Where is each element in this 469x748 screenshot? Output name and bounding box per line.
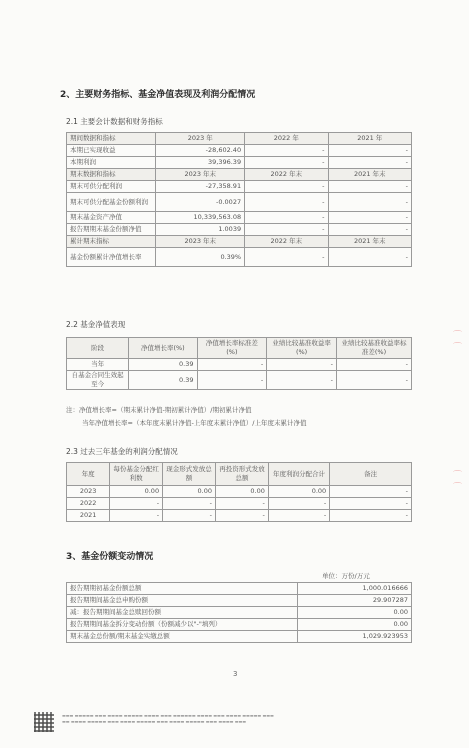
table-cell: -	[163, 498, 216, 510]
section-2-2-title: 2.2 基金净值表现	[66, 320, 126, 329]
nav-performance-table	[66, 337, 412, 390]
row-label: 期末可供分配基金份额利润	[67, 193, 156, 212]
header-row	[67, 463, 412, 486]
table-cell: -	[245, 145, 328, 157]
table-cell: 0.39	[129, 371, 197, 390]
table-cell: 0.00	[216, 486, 269, 498]
table-cell: -	[328, 224, 411, 236]
column-header: 再投资形式发放总额	[216, 463, 269, 486]
table-cell: -	[110, 510, 163, 522]
column-header: 年度	[67, 463, 110, 486]
section-2-3-title: 2.3 过去三年基金的利润分配情况	[66, 447, 178, 456]
table-row	[67, 486, 412, 498]
table-cell: 2021 年末	[328, 169, 411, 181]
table-row	[67, 193, 412, 212]
table-row	[67, 510, 412, 522]
column-header: 每份基金分配红利数	[110, 463, 163, 486]
table-cell: 2021	[67, 510, 110, 522]
row-label: 期末基金资产净值	[67, 212, 156, 224]
table-row	[67, 595, 412, 607]
column-header: 业绩比较基准收益率(%)	[267, 338, 337, 359]
table-cell: -	[330, 510, 412, 522]
table-cell: 2022 年末	[245, 236, 328, 248]
row-value: 1,029.923953	[298, 631, 412, 643]
table-cell: 0.00	[163, 486, 216, 498]
row-label: 报告期期间基金拆分变动份额（份额减少以"-"填列）	[67, 619, 298, 631]
column-header: 阶段	[67, 338, 129, 359]
table-cell: -	[267, 359, 337, 371]
page-number: 3	[233, 670, 238, 678]
table-cell: 2022	[67, 498, 110, 510]
column-header: 备注	[330, 463, 412, 486]
table-cell: 2023 年末	[156, 169, 245, 181]
row-label: 期末基金总份额/期末基金实缴总额	[67, 631, 298, 643]
table-row	[67, 607, 412, 619]
row-value: 29.907287	[298, 595, 412, 607]
column-header: 净值增长率标准差(%)	[197, 338, 267, 359]
row-label: 期间数据和指标	[67, 133, 156, 145]
table-row	[67, 619, 412, 631]
table-cell: -	[216, 498, 269, 510]
note-line-2: 当年净值增长率=（本年度末累计净值-上年度末累计净值）/上年度末累计净值	[82, 419, 307, 427]
table-cell: -	[328, 157, 411, 169]
section-2-1-title: 2.1 主要会计数据和财务指标	[66, 117, 163, 126]
table-cell: -	[336, 359, 411, 371]
column-header: 年度利润分配合计	[268, 463, 329, 486]
profit-distribution-table	[66, 462, 412, 522]
table-row	[67, 145, 412, 157]
table-row	[67, 169, 412, 181]
table-cell: 0.39%	[156, 248, 245, 267]
table-row	[67, 371, 412, 390]
table-row	[67, 157, 412, 169]
table-cell: -	[330, 486, 412, 498]
qr-code-icon	[34, 712, 54, 732]
column-header: 业绩比较基准收益率标准差(%)	[336, 338, 411, 359]
table-cell: -0.0027	[156, 193, 245, 212]
row-label: 期末数据和指标	[67, 169, 156, 181]
column-header: 现金形式发放总额	[163, 463, 216, 486]
table-cell: -	[267, 371, 337, 390]
row-label: 本期已实现收益	[67, 145, 156, 157]
table-row	[67, 248, 412, 267]
table-cell: 0.00	[268, 486, 329, 498]
unit-label: 单位：万份/万元	[322, 572, 370, 580]
table-cell: -	[197, 359, 267, 371]
row-label: 减：报告期期间基金总赎回份额	[67, 607, 298, 619]
header-row	[67, 338, 412, 359]
table-cell: -	[245, 212, 328, 224]
row-value: 0.00	[298, 619, 412, 631]
table-cell: 2023 年末	[156, 236, 245, 248]
footer-fine-print: ▬▬▬ ▬▬▬▬▬ ▬▬▬ ▬▬▬▬ ▬▬▬▬▬ ▬▬▬▬ ▬▬▬ ▬▬▬▬▬▬ ▬▬▬▬ ▬▬▬ ▬▬▬▬ ▬▬▬▬▬ ▬▬▬ ▬▬ ▬▬▬▬ ▬▬▬▬▬ ▬▬▬ ▬▬▬▬ ▬▬▬▬▬ ▬▬▬ ▬▬▬▬ ▬▬▬▬▬ ▬▬▬ ▬▬▬▬ ▬▬▬	[62, 713, 274, 724]
row-label: 期末可供分配利润	[67, 181, 156, 193]
table-row	[67, 133, 412, 145]
row-label: 报告期期初基金份额总额	[67, 583, 298, 595]
table-cell: 2022 年	[245, 133, 328, 145]
table-cell: -	[110, 498, 163, 510]
table-cell: -	[328, 145, 411, 157]
table-cell: 39,396.39	[156, 157, 245, 169]
table-row	[67, 212, 412, 224]
table-cell: 2023	[67, 486, 110, 498]
table-row	[67, 224, 412, 236]
table-row	[67, 583, 412, 595]
table-cell: 2023 年	[156, 133, 245, 145]
row-label: 累计期末指标	[67, 236, 156, 248]
row-value: 0.00	[298, 607, 412, 619]
table-cell: -	[328, 193, 411, 212]
table-cell: -	[245, 224, 328, 236]
row-value: 1,000.016666	[298, 583, 412, 595]
table-cell: -	[216, 510, 269, 522]
table-row	[67, 631, 412, 643]
table-row	[67, 359, 412, 371]
table-row	[67, 498, 412, 510]
table-cell: 当年	[67, 359, 129, 371]
table-cell: 2021 年	[328, 133, 411, 145]
table-cell: -	[330, 498, 412, 510]
table-cell: -28,602.40	[156, 145, 245, 157]
table-cell: -	[245, 181, 328, 193]
column-header: 净值增长率(%)	[129, 338, 197, 359]
table-cell: 0.39	[129, 359, 197, 371]
table-cell: -	[328, 212, 411, 224]
row-label: 报告期期间基金总申购份额	[67, 595, 298, 607]
table-cell: -	[245, 157, 328, 169]
table-cell: -	[245, 248, 328, 267]
table-cell: -	[268, 498, 329, 510]
table-cell: -	[328, 181, 411, 193]
row-label: 基金份额累计净值增长率	[67, 248, 156, 267]
table-cell: -	[336, 371, 411, 390]
table-cell: -27,358.91	[156, 181, 245, 193]
note-line-1: 注：净值增长率=（期末累计净值-期初累计净值）/期初累计净值	[66, 406, 252, 414]
table-row	[67, 181, 412, 193]
red-stamp-mark: ⌒ ⌒	[451, 330, 461, 351]
row-label: 本期利润	[67, 157, 156, 169]
table-cell: 自基金合同生效起至今	[67, 371, 129, 390]
table-cell: 1.0039	[156, 224, 245, 236]
table-cell: 2021 年末	[328, 236, 411, 248]
table-cell: -	[163, 510, 216, 522]
section-3-title: 3、基金份额变动情况	[66, 552, 154, 562]
section-2-title: 2、主要财务指标、基金净值表现及利润分配情况	[60, 90, 256, 100]
table-cell: -	[268, 510, 329, 522]
financial-indicators-table	[66, 132, 412, 267]
table-cell: -	[245, 193, 328, 212]
table-cell: -	[328, 248, 411, 267]
table-cell: 10,339,563.08	[156, 212, 245, 224]
share-change-table	[66, 582, 412, 643]
row-label: 报告期期末基金份额净值	[67, 224, 156, 236]
table-cell: 2022 年末	[245, 169, 328, 181]
table-cell: 0.00	[110, 486, 163, 498]
table-row	[67, 236, 412, 248]
table-cell: -	[197, 371, 267, 390]
red-stamp-mark: ⌒ ⌒	[451, 470, 461, 491]
